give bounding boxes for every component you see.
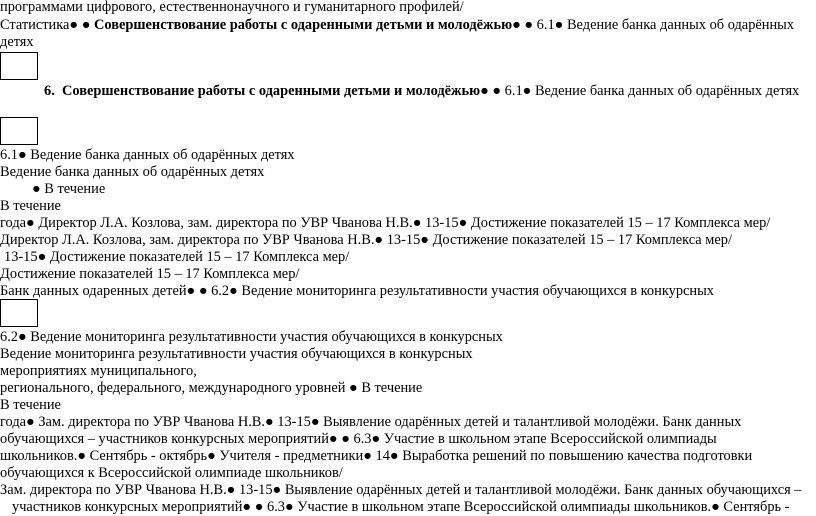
text-line: В течение [0, 397, 61, 413]
text-line: Достижение показателей 15 – 17 Комплекса мер/ [0, 266, 300, 282]
text-fragment: Статистика● ● [0, 17, 94, 33]
text-fragment: 6.1● Ведение банка данных об одарённых детях [504, 83, 800, 99]
text-line: Банк данных одаренных детей● ● 6.2● Ведение мониторинга результативности участия обучающихся в конкурсных [0, 283, 714, 299]
section-heading: Совершенствование работы с одаренными детьми и молодёжью● ● [62, 83, 505, 99]
text-line: года● Зам. директора по УВР Чванова Н.В.● 13-15● Выявление одарённых детей и талантливой молодёжи. Банк данных [0, 414, 742, 430]
text-line: Ведение мониторинга результативности участия обучающихся в конкурсных [0, 346, 473, 362]
text-line: Ведение банка данных об одарённых детях [0, 164, 265, 180]
text-line: 6.1● Ведение банка данных об одарённых детях [0, 147, 295, 163]
table-cell-box [0, 299, 38, 327]
text-line: Зам. директора по УВР Чванова Н.В.● 13-15● Выявление одарённых детей и талантливой молодёжи. Банк данных обучающихся – [0, 482, 802, 498]
text-line: регионального, федерального, международного уровней ● В течение [0, 380, 423, 396]
text-line: года● Директор Л.А. Козлова, зам. директора по УВР Чванова Н.В.● 13-15● Достижение показателей 15 – 17 Комплекса мер/ [0, 215, 771, 231]
text-line: ● В течение [32, 181, 106, 197]
text-line: участников конкурсных мероприятий● ● 6.3● Участие в школьном этапе Всероссийской олимпиады школьников.● Сентябрь - [12, 499, 790, 515]
text-line [44, 83, 799, 100]
text-line: обучающихся к Всероссийской олимпиаде школьников/ [0, 465, 343, 481]
table-cell-box [0, 52, 38, 80]
section-number: 6. [44, 83, 55, 99]
table-cell-box [0, 117, 38, 145]
text-line: обучающихся – участников конкурсных мероприятий● ● 6.3● Участие в школьном этапе Всероссийской олимпиады [0, 431, 717, 447]
text-line: 6.2● Ведение мониторинга результативности участия обучающихся в конкурсных [0, 329, 503, 345]
text-fragment: 6.1● Ведение банка данных об одарённых [536, 17, 795, 33]
text-line: Директор Л.А. Козлова, зам. директора по УВР Чванова Н.В.● 13-15● Достижение показателей 15 – 17 Комплекса мер/ [0, 232, 732, 248]
text-line: мероприятиях муниципального, [0, 363, 197, 379]
text-line: 13-15● Достижение показателей 15 – 17 Комплекса мер/ [4, 249, 350, 265]
section-heading: Совершенствование работы с одаренными детьми и молодёжью● ● [94, 17, 537, 33]
text-line [0, 17, 794, 34]
text-line: школьников.● Сентябрь - октябрь● Учителя - предметники● 14● Выработка решений по повышению качества подготовки [0, 448, 753, 464]
text-line: детях [0, 34, 34, 50]
text-line: программами цифрового, естественнонаучного и гуманитарного профилей/ [0, 0, 464, 15]
text-line: В течение [0, 198, 61, 214]
